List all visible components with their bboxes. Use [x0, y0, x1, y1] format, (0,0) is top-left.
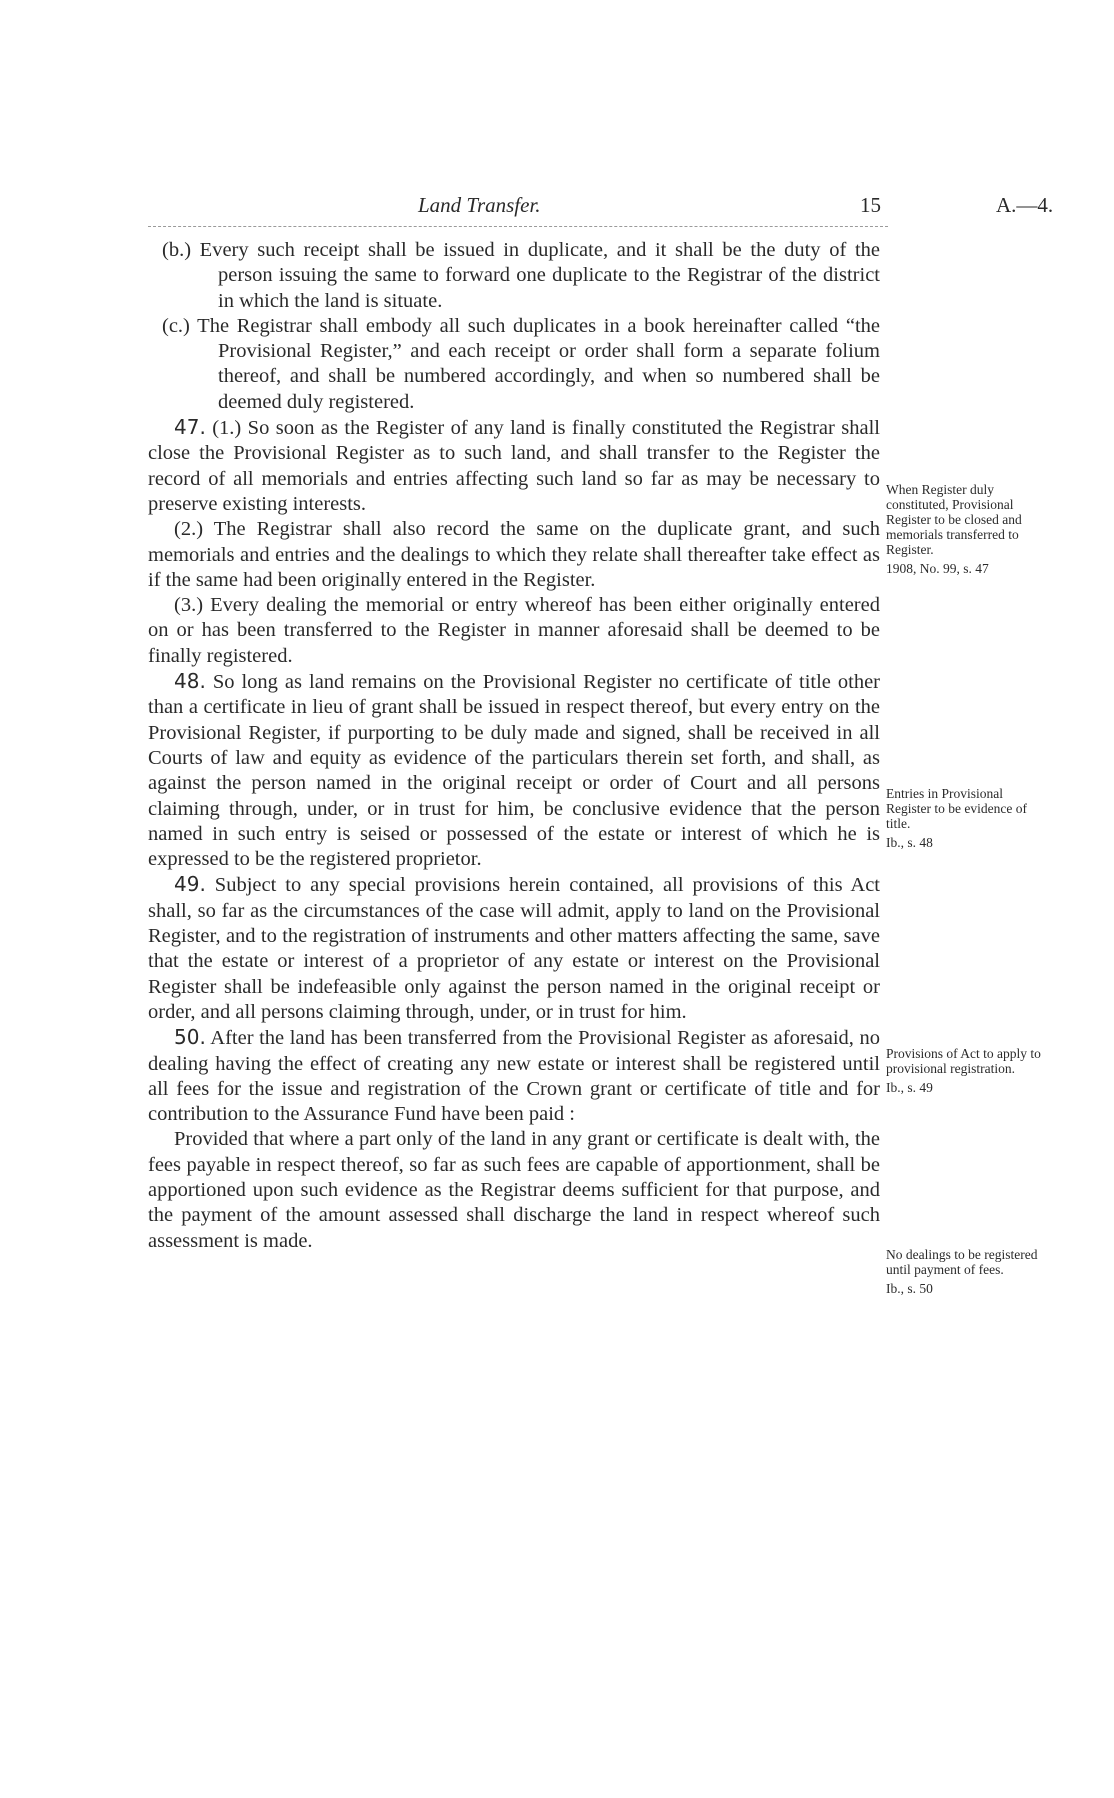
margin-note-50-text: No dealings to be registered until payment of fees. — [886, 1247, 1038, 1277]
header-rule — [148, 226, 888, 227]
clause-c: (c.) The Registrar shall embody all such duplicates in a book hereinafter called “the Provisional Register,” and each receipt or order shall form a separate folium thereof, and shall be numbered accordingly, and when so numbered shall be deemed duly registered. — [162, 314, 880, 413]
margin-note-50-citation: Ib., s. 50 — [886, 1281, 933, 1296]
section-47-subsection-1 — [148, 415, 880, 517]
clause-b: (b.) Every such receipt shall be issued in duplicate, and it shall be the duty of the person issuing the same to forward one duplicate to the Registrar of the district in which the land is situate. — [162, 239, 880, 312]
margin-note-47 — [886, 482, 1046, 576]
section-47-number: 47. — [174, 415, 206, 440]
section-50-number: 50. — [174, 1025, 206, 1050]
section-50 — [148, 1025, 880, 1127]
running-title: Land Transfer. — [418, 193, 541, 217]
section-47-subsection-3: (3.) Every dealing the memorial or entry whereof has been either originally entered on or has been transferred to the Register in manner aforesaid shall be deemed to be finally registered. — [148, 594, 880, 667]
section-47-text-1: (1.) So soon as the Register of any land is finally constituted the Registrar shall close the Provisional Register as to such land, and shall transfer to the Register the record of all memorials and entries affecting such land so far as may be necessary to preserve existing interests. — [148, 417, 880, 515]
margin-note-50 — [886, 1247, 1046, 1296]
section-48-number: 48. — [174, 669, 206, 694]
margin-note-48-citation: Ib., s. 48 — [886, 835, 933, 850]
page-number: 15 — [860, 193, 881, 217]
section-50-proviso: Provided that where a part only of the land in any grant or certificate is dealt with, the fees payable in respect thereof, so far as such fees are capable of apportionment, shall be apportioned upon such evidence as the Registrar deems sufficient for that purpose, and the payment of the amount assessed shall discharge the land in respect whereof such assessment is made. — [148, 1128, 880, 1252]
section-49 — [148, 872, 880, 1025]
section-50-text: After the land has been transferred from the Provisional Register as aforesaid, no dealing having the effect of creating any new estate or interest shall be registered until all fees for the issue and registration of the Crown grant or certificate of title and for contribution to the Assurance Fund have been paid : — [148, 1027, 880, 1126]
margin-note-49 — [886, 1046, 1046, 1095]
section-49-number: 49. — [174, 872, 206, 897]
margin-note-48 — [886, 786, 1046, 850]
document-reference: A.—4. — [996, 193, 1054, 217]
section-49-text: Subject to any special provisions herein contained, all provisions of this Act shall, so far as the circumstances of the case will admit, apply to land on the Provisional Register, and to the registration of instruments and other matters affecting the same, save that the estate or interest of a proprietor of any estate or interest on the Provisional Register shall be indefeasible only against the person named in the original receipt or order, and all persons claiming through, under, or in trust for him. — [148, 874, 881, 1023]
margin-note-47-citation: 1908, No. 99, s. 47 — [886, 561, 989, 576]
section-48-text: So long as land remains on the Provisional Register no certificate of title other than a certificate in lieu of grant shall be issued in respect thereof, but every entry on the Provisional Register, if purporting to be duly made and signed, shall be received in all Courts of law and equity as evidence of the particulars therein set forth, and shall, as against the person named in the original receipt or order of Court and all persons claiming through, under, or in trust for him, be conclusive evidence that the person named in such entry is seised or possessed of the estate or interest of which he is expressed to be the registered proprietor. — [148, 671, 881, 871]
margin-note-47-text: When Register duly constituted, Provisional Register to be closed and memorials transferred to Register. — [886, 482, 1022, 557]
section-47-subsection-2: (2.) The Registrar shall also record the same on the duplicate grant, and such memorials and entries and the dealings to which they relate shall thereafter take effect as if the same had been originally entered in the Register. — [148, 518, 880, 591]
section-48 — [148, 669, 880, 872]
page-header — [0, 193, 1114, 223]
body-text — [148, 238, 880, 1254]
margin-note-49-citation: Ib., s. 49 — [886, 1080, 933, 1095]
margin-note-48-text: Entries in Provisional Register to be evidence of title. — [886, 786, 1027, 831]
margin-note-49-text: Provisions of Act to apply to provisional registration. — [886, 1046, 1041, 1076]
